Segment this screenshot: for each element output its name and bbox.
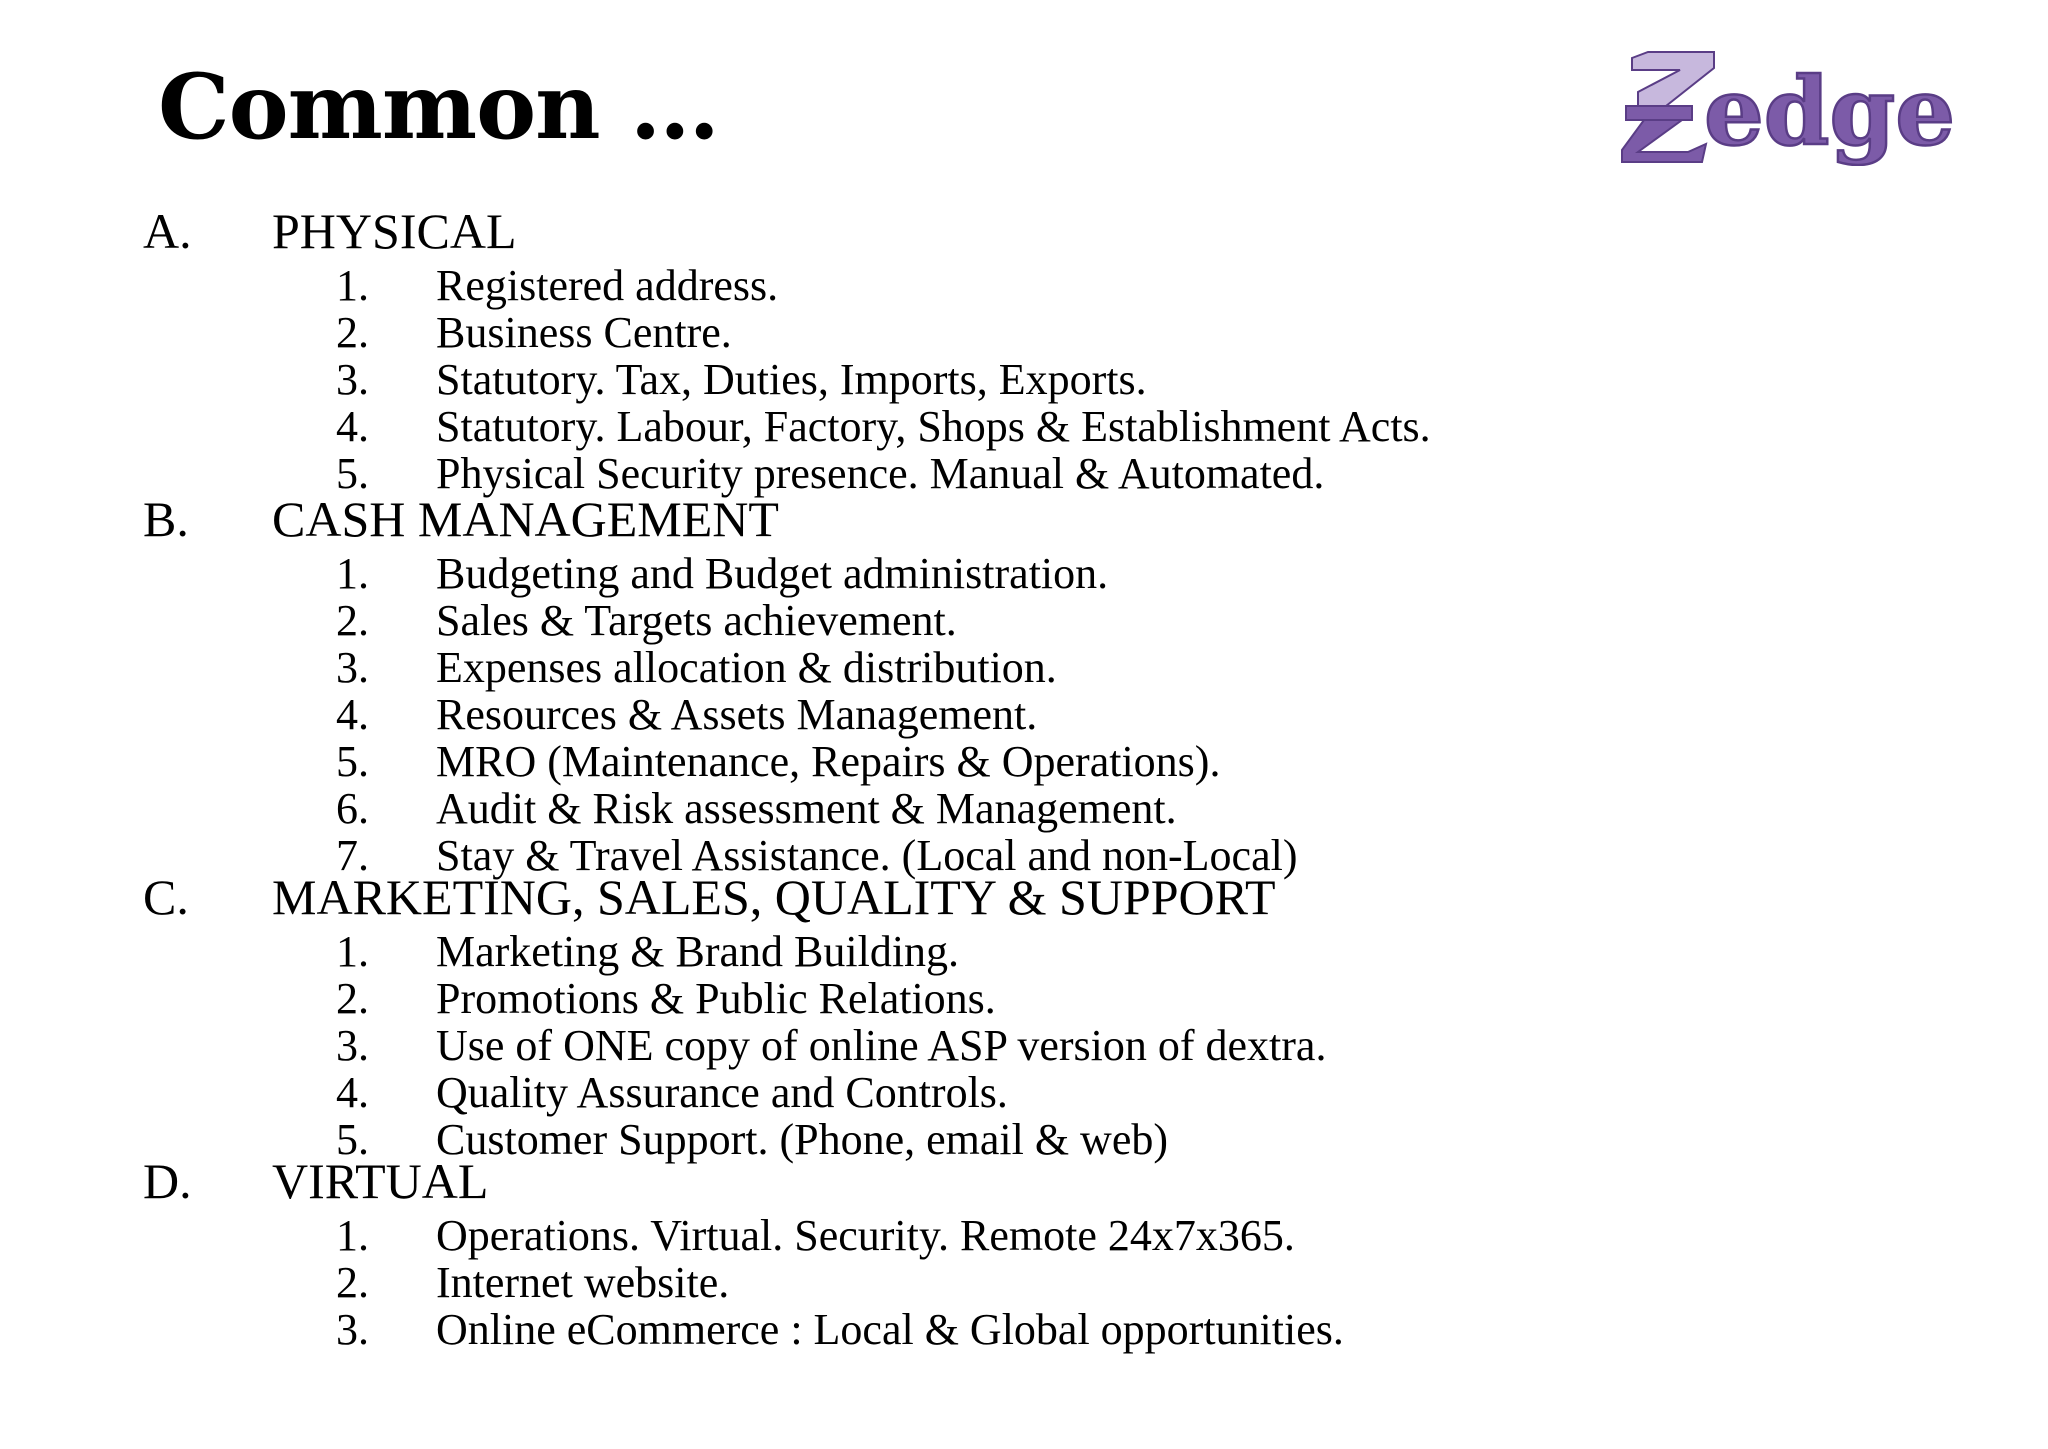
list-item-text: Quality Assurance and Controls. [436, 1068, 1008, 1117]
section-heading [0, 488, 2048, 550]
list-item-number: 4. [336, 690, 369, 739]
section-letter: B. [143, 491, 189, 547]
list-item-text: Business Centre. [436, 308, 732, 357]
list-item [0, 309, 2048, 356]
list-item-text: Expenses allocation & distribution. [436, 643, 1057, 692]
list-item [0, 1306, 2048, 1353]
section-letter: C. [143, 869, 189, 925]
section-letter: D. [143, 1153, 192, 1209]
list-item-number: 1. [336, 927, 369, 976]
list-item [0, 1069, 2048, 1116]
list-item-text: Audit & Risk assessment & Management. [436, 784, 1177, 833]
section-heading [0, 200, 2048, 262]
section-label: PHYSICAL [272, 203, 517, 259]
list-item-number: 1. [336, 261, 369, 310]
list-item-number: 1. [336, 1211, 369, 1260]
list-item-text: Internet website. [436, 1258, 730, 1307]
section-heading [0, 866, 2048, 928]
list-item-number: 5. [336, 449, 369, 498]
section-1 [0, 200, 2048, 497]
list-item-number: 4. [336, 402, 369, 451]
list-item [0, 597, 2048, 644]
list-item [0, 262, 2048, 309]
section-label: MARKETING, SALES, QUALITY & SUPPORT [272, 869, 1276, 925]
list-item-number: 3. [336, 355, 369, 404]
logo-z-mark [1622, 52, 1714, 162]
section-3 [0, 866, 2048, 1163]
list-item-number: 2. [336, 974, 369, 1023]
zedge-logo-graphic [1618, 48, 1958, 166]
list-item-text: Budgeting and Budget administration. [436, 549, 1109, 598]
list-item [0, 356, 2048, 403]
list-item [0, 1259, 2048, 1306]
list-item [0, 1022, 2048, 1069]
list-item [0, 1212, 2048, 1259]
list-item [0, 403, 2048, 450]
list-item-text: Marketing & Brand Building. [436, 927, 960, 976]
section-label: CASH MANAGEMENT [272, 491, 779, 547]
list-item [0, 644, 2048, 691]
list-item [0, 738, 2048, 785]
list-item-number: 2. [336, 308, 369, 357]
list-item-text: Customer Support. (Phone, email & web) [436, 1115, 1169, 1164]
list-item-text: Stay & Travel Assistance. (Local and non-Local) [436, 831, 1298, 880]
list-item-text: MRO (Maintenance, Repairs & Operations). [436, 737, 1221, 786]
list-item-text: Statutory. Labour, Factory, Shops & Establishment Acts. [436, 402, 1431, 451]
zedge-logo [1618, 48, 1958, 166]
section-letter: A. [143, 203, 192, 259]
list-item-text: Physical Security presence. Manual & Automated. [436, 449, 1325, 498]
list-item [0, 550, 2048, 597]
list-item-number: 1. [336, 549, 369, 598]
list-item [0, 975, 2048, 1022]
list-item-text: Sales & Targets achievement. [436, 596, 957, 645]
list-item-number: 4. [336, 1068, 369, 1117]
list-item-text: Statutory. Tax, Duties, Imports, Exports. [436, 355, 1147, 404]
list-item-text: Operations. Virtual. Security. Remote 24x7x365. [436, 1211, 1295, 1260]
section-label: VIRTUAL [272, 1153, 489, 1209]
list-item-number: 3. [336, 1021, 369, 1070]
list-item-text: Promotions & Public Relations. [436, 974, 996, 1023]
list-item-text: Use of ONE copy of online ASP version of dextra. [436, 1021, 1327, 1070]
section-heading [0, 1150, 2048, 1212]
list-item-text: Online eCommerce : Local & Global opportunities. [436, 1305, 1344, 1354]
section-2 [0, 488, 2048, 879]
logo-wordmark: edge [1704, 57, 1956, 166]
list-item-number: 3. [336, 1305, 369, 1354]
list-item-number: 6. [336, 784, 369, 833]
section-4 [0, 1150, 2048, 1353]
list-item-number: 5. [336, 1115, 369, 1164]
list-item-number: 3. [336, 643, 369, 692]
slide-title: Common … [158, 54, 719, 160]
list-item-number: 2. [336, 596, 369, 645]
list-item-number: 7. [336, 831, 369, 880]
list-item-text: Resources & Assets Management. [436, 690, 1038, 739]
list-item [0, 785, 2048, 832]
list-item [0, 691, 2048, 738]
list-item-text: Registered address. [436, 261, 779, 310]
list-item [0, 928, 2048, 975]
list-item-number: 5. [336, 737, 369, 786]
list-item-number: 2. [336, 1258, 369, 1307]
